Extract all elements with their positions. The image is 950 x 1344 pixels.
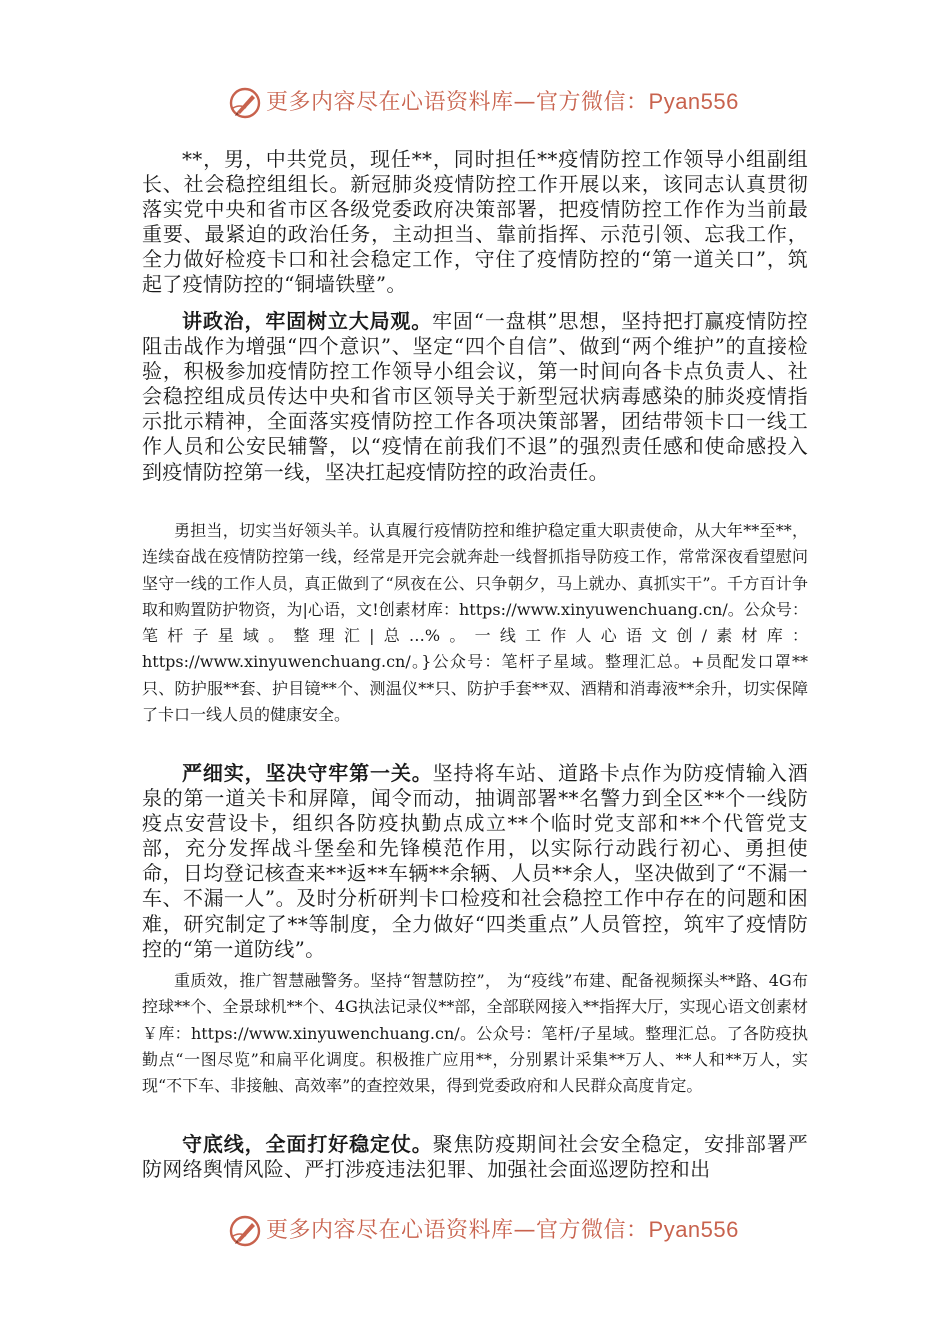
wechat-id: Pyan556: [648, 1217, 739, 1242]
paragraph-strict: [142, 761, 808, 962]
paragraph-lead: 严细实，坚决守牢第一关。: [182, 761, 433, 785]
footer-banner-text: 更多内容尽在心语资料库—官方微信：Pyan556: [266, 1217, 739, 1243]
paragraph-text: 坚持将车站、道路卡点作为防疫情输入酒泉的第一道关卡和屏障，闻令而动，抽调部署**名警力到全区**个一线防疫点安营设卡，组织各防疫执勤点成立**个临时党支部和**个代管党支部，充分发挥战斗堡垒和先锋模范作用，以实际行动践行初心、勇担使命，日均登记核查来**返**车辆**余辆、人员**余人，坚决做到了“不漏一车、不漏一人”。及时分析研判卡口检疫和社会稳控工作中存在的问题和困难，研究制定了**等制度，全力做好“四类重点”人员管控，筑牢了疫情防控的“第一道防线”。: [142, 761, 808, 961]
paragraph-text: **，男，中共党员，现任**，同时担任**疫情防控工作领导小组副组长、社会稳控组组长。新冠肺炎疫情防控工作开展以来，该同志认真贯彻落实党中央和省市区各级党委政府决策部署，把疫情防控工作作为当前最重要、最紧迫的政治任务，主动担当、靠前指挥、示范引领、忘我工作，全力做好检疫卡口和社会稳定工作，守住了疫情防控的“第一道关口”，筑起了疫情防控的“铜墙铁壁”。: [142, 147, 808, 297]
paragraph-text: 重质效，推广智慧融警务。坚持“智慧防控”， 为“疫线”布建、配备视频探头**路、4G布控球**个、全景球机**个、4G执法记录仪**部，全部联网接入**指挥大厅，实现心语文创素材￥库：https://www.xinyuwenchuang.cn/。公众号：笔杆/子星域。整理汇总。了各防疫执勤点“一图尽览”和扁平化调度。积极推广应用**，分别累计采集**万人、**人和**万人，实现“不下车、非接触、高效率”的查控效果，得到党委政府和人民群众高度肯定。: [142, 971, 808, 1096]
paragraph-intro: [142, 147, 808, 298]
paragraph-text: 聚焦防疫期间社会安全稳定，安排部署严防网络舆情风险、严打涉疫违法犯罪、加强社会面巡逻防控和出: [142, 1132, 808, 1182]
header-banner-text: 更多内容尽在心语资料库—官方微信：Pyan556: [266, 89, 739, 115]
paragraph-quality: [142, 968, 808, 1099]
wechat-id: Pyan556: [648, 89, 739, 114]
header-banner: [0, 83, 950, 123]
paragraph-text: 牢固“一盘棋”思想，坚持把打赢疫情防控阻击战作为增强“四个意识”、坚定“四个自信”、做到“两个维护”的直接检验，积极参加疫情防控工作领导小组会议，第一时间向各卡点负责人、社会稳控组成员传达中央和省市区领导关于新型冠状病毒感染的肺炎疫情指示批示精神，全面落实疫情防控工作各项决策部署，团结带领卡口一线工作人员和公安民辅警，以“疫情在前我们不退”的强烈责任感和使命感投入到疫情防控第一线，坚决扛起疫情防控的政治责任。: [142, 309, 808, 484]
footer-banner: [0, 1211, 950, 1251]
paragraph-responsibility: [142, 518, 808, 728]
paragraph-bottom-line: [142, 1132, 808, 1182]
pen-logo-icon: [228, 86, 262, 120]
paragraph-lead: 讲政治，牢固树立大局观。: [182, 309, 433, 333]
paragraph-text: 勇担当，切实当好领头羊。认真履行疫情防控和维护稳定重大职责使命，从大年**至**，连续奋战在疫情防控第一线，经常是开完会就奔赴一线督抓指导防疫工作，常常深夜看望慰问坚守一线的工作人员，真正做到了“夙夜在公、只争朝夕，马上就办、真抓实干”。千方百计争取和购置防护物资，为|心语，文!创素材库：https://www.xinyuwenchuang.cn/。公众号：笔杆子星域。整理汇|总…%。一线工作人心语文创/素材库：https://www.xinyuwenchuang.cn/。}公众号：笔杆子星域。整理汇总。+员配发口罩**只、防护服**套、护目镜**个、测温仪**只、防护手套**双、酒精和消毒液**余升，切实保障了卡口一线人员的健康安全。: [142, 521, 808, 725]
paragraph-lead: 守底线，全面打好稳定仗。: [182, 1132, 433, 1156]
paragraph-politics: [142, 309, 808, 485]
pen-logo-icon: [228, 1214, 262, 1248]
